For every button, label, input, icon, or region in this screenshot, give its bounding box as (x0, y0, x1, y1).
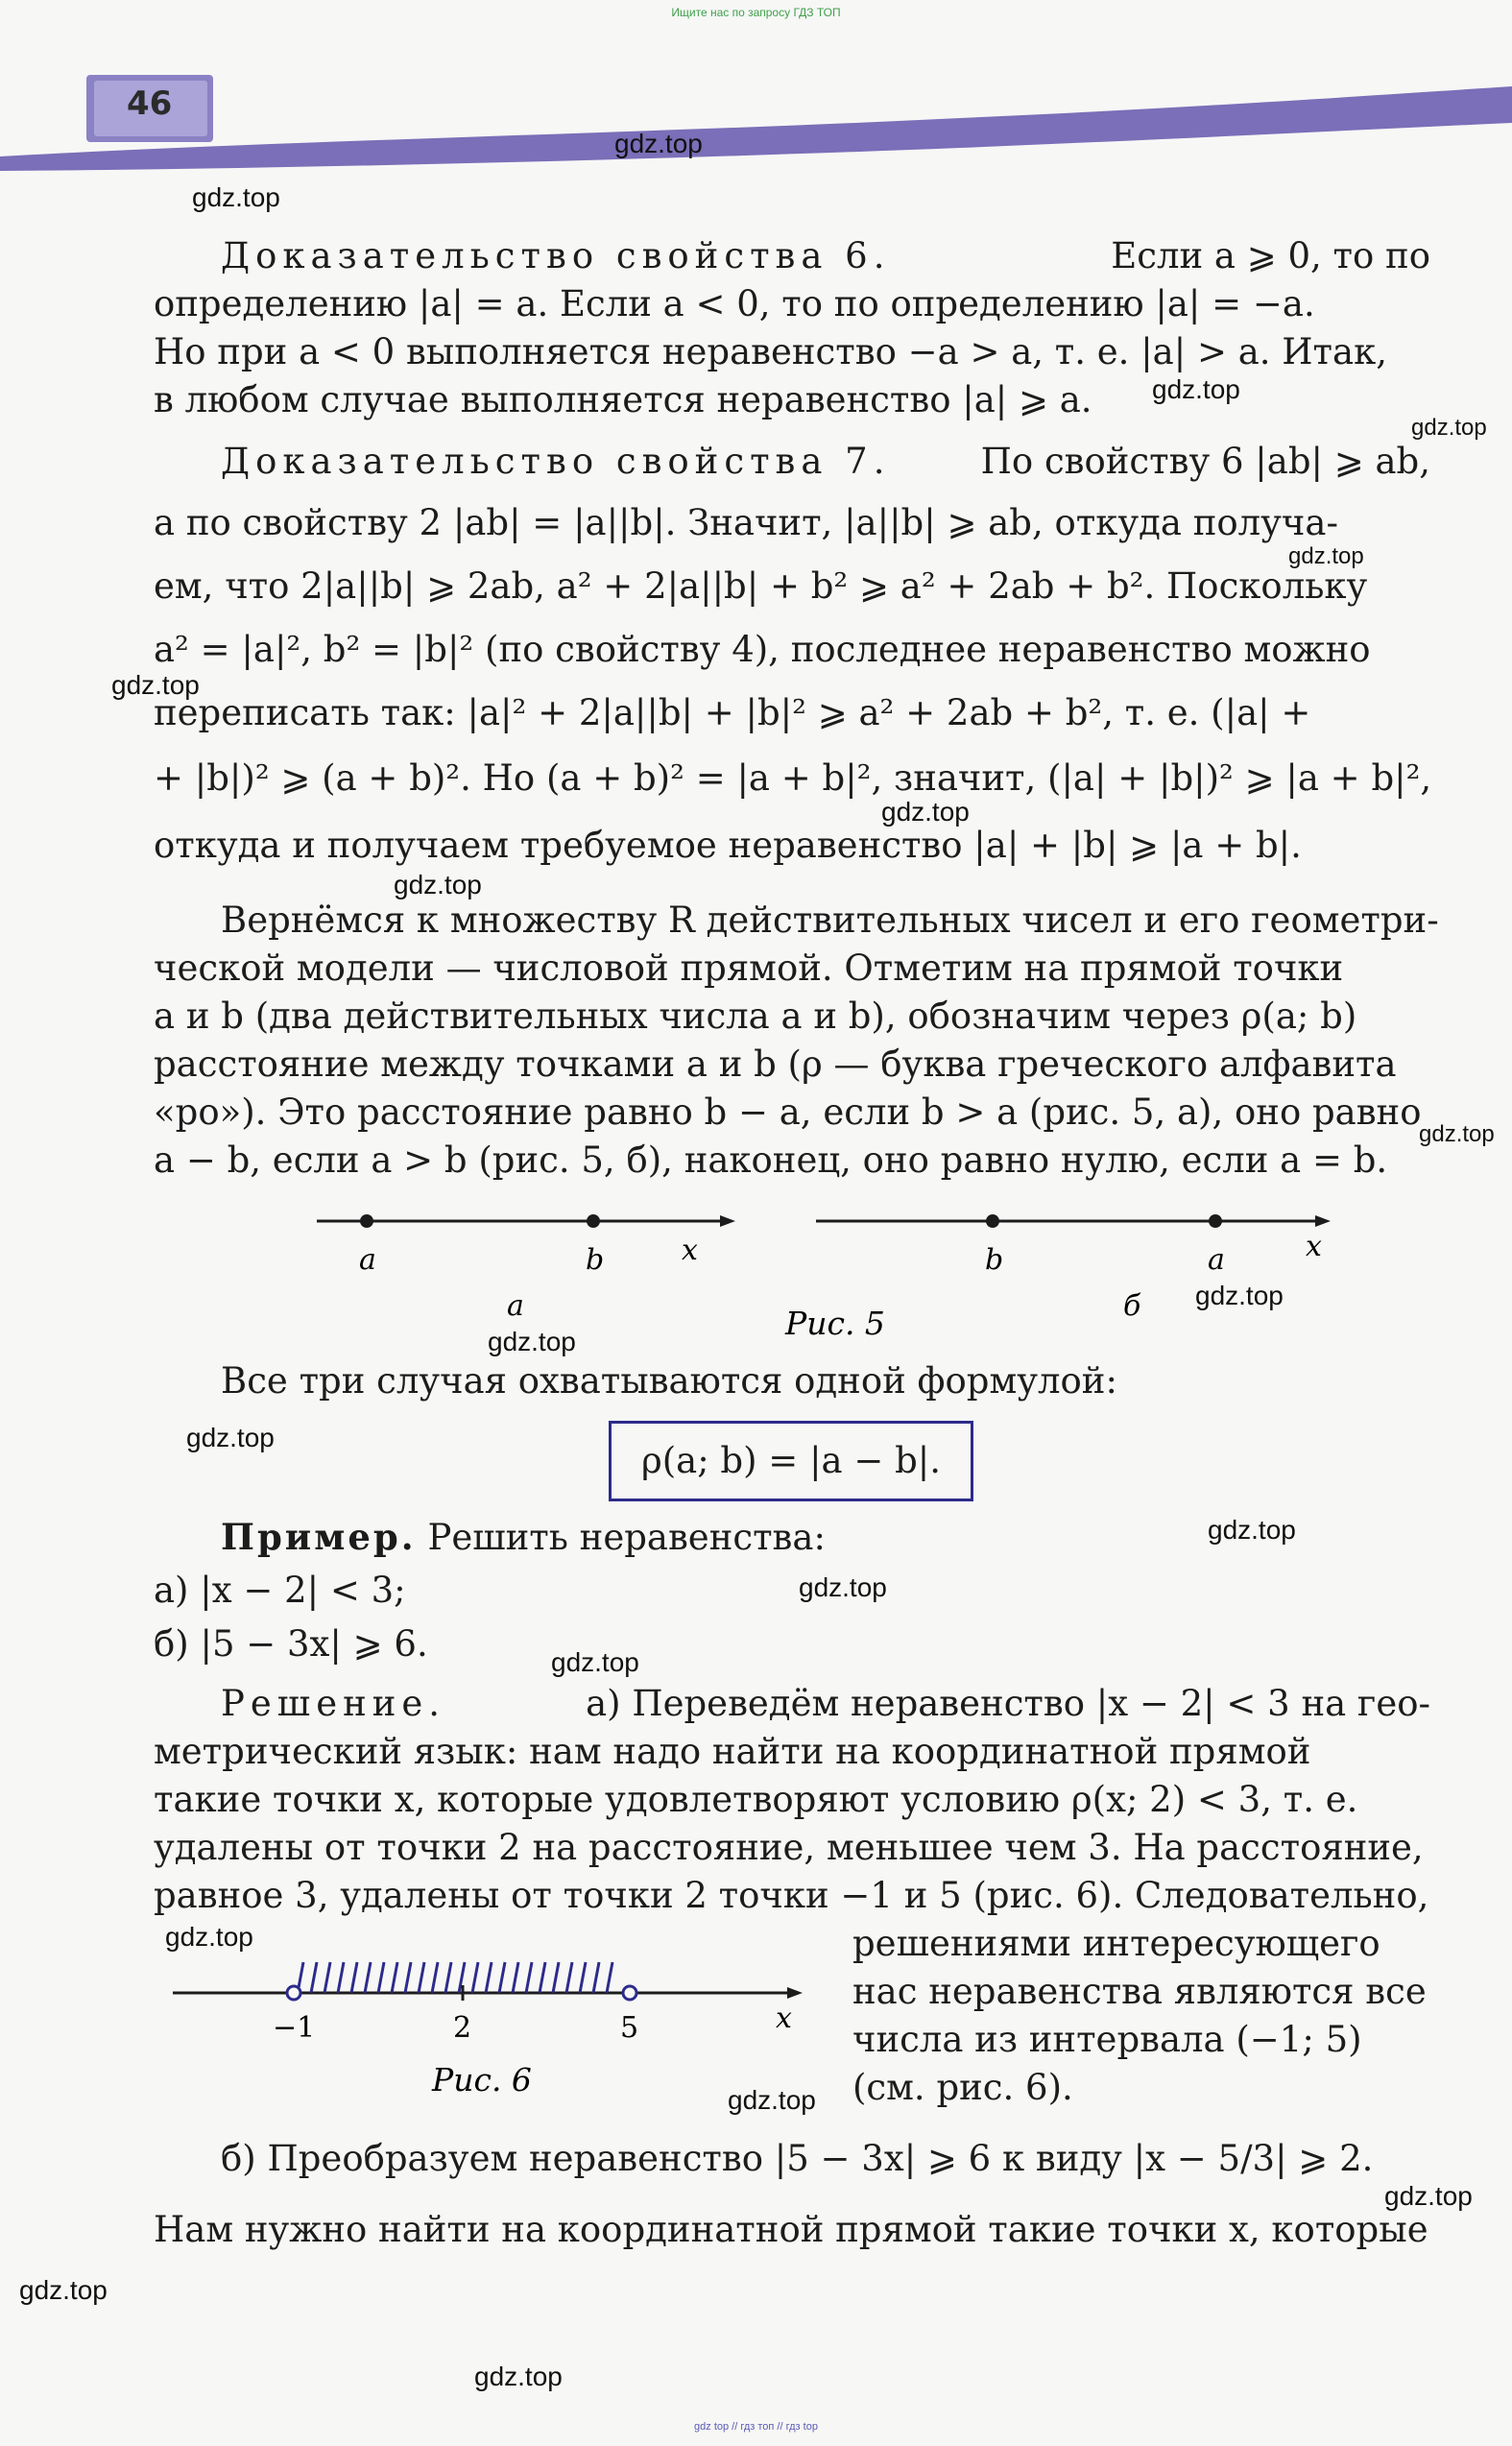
text-fragment: Если a ⩾ 0, то по (1111, 235, 1430, 276)
text-line (221, 1515, 1430, 1560)
watermark: gdz.top (488, 1327, 576, 1356)
text-line: а) |x − 2| < 3; (154, 1570, 406, 1611)
figure-6 (173, 1949, 806, 2102)
solution-heading: Решение. (221, 1683, 446, 1724)
text-line: числа из интервала (−1; 5) (852, 2019, 1362, 2060)
text-line: Нам нужно найти на координатной прямой такие точки x, которые (154, 2209, 1428, 2250)
text-line: определению |a| = a. Если a < 0, то по определению |a| = −a. (154, 283, 1315, 324)
watermark: gdz.top (19, 2275, 108, 2305)
text-fragment: По свойству 6 |ab| ⩾ ab, (980, 441, 1430, 482)
page-number: 46 (127, 84, 173, 123)
watermark: gdz.top (394, 870, 482, 899)
page-header-band (0, 27, 1512, 171)
text-line: (см. рис. 6). (852, 2067, 1073, 2108)
proof-heading: Доказательство свойства 7. (221, 441, 891, 482)
fig6-open-point-right (623, 1986, 636, 2000)
watermark: gdz.top (1411, 415, 1487, 441)
fig6-axis-x: x (776, 2002, 792, 2035)
text-line: метрический язык: нам надо найти на координатной прямой (154, 1731, 1311, 1772)
example-heading: Пример. (221, 1516, 417, 1558)
fig5-axis-x: x (1306, 1230, 1322, 1263)
watermark: gdz.top (474, 2362, 563, 2391)
watermark: gdz.top (551, 1647, 639, 1677)
text-line: такие точки x, которые удовлетворяют условию ρ(x; 2) < 3, т. е. (154, 1779, 1358, 1820)
text-line: б) |5 − 3x| ⩾ 6. (154, 1623, 428, 1665)
text-line: «ро»). Это расстояние равно b − a, если b > a (рис. 5, а), оно равно (154, 1091, 1422, 1133)
text-line: нас неравенства являются все (852, 1971, 1427, 2012)
text-line (221, 234, 1430, 278)
fig5-label-a: a (359, 1243, 376, 1277)
text-line (221, 1682, 1430, 1726)
watermark: gdz.top (1152, 374, 1240, 404)
fig5-label-b: b (586, 1243, 605, 1277)
fig5-point-b (986, 1214, 999, 1228)
watermark: gdz.top (614, 129, 703, 158)
text-line: переписать так: |a|² + 2|a||b| + |b|² ⩾ a² + 2ab + b², т. е. (|a| + (154, 692, 1311, 733)
proof-heading: Доказательство свойства 6. (221, 235, 891, 276)
text-line: Но при a < 0 выполняется неравенство −a > a, т. е. |a| > a. Итак, (154, 331, 1387, 372)
fig5-caption: Рис. 5 (785, 1305, 885, 1342)
text-line: б) Преобразуем неравенство |5 − 3x| ⩾ 6 к виду |x − 5/3| ⩾ 2. (221, 2138, 1374, 2179)
fig5-point-a (360, 1214, 373, 1228)
watermark: gdz.top (728, 2085, 816, 2115)
watermark: gdz.top (186, 1423, 275, 1452)
text-line: а по свойству 2 |ab| = |a||b|. Значит, |a||b| ⩾ ab, откуда получа- (154, 502, 1338, 543)
text-line: откуда и получаем требуемое неравенство |a| + |b| ⩾ |a + b|. (154, 825, 1302, 866)
fig5-sub-a: а (507, 1289, 524, 1323)
text-line: равное 3, удалены от точки 2 точки −1 и 5 (рис. 6). Следовательно, (154, 1875, 1429, 1916)
text-line: в любом случае выполняется неравенство |a| ⩾ a. (154, 379, 1092, 420)
formula-box: ρ(a; b) = |a − b|. (609, 1421, 973, 1501)
fig5-label-a: a (1208, 1243, 1225, 1277)
text-line: решениями интересующего (852, 1923, 1380, 1964)
fig6-open-point-left (287, 1986, 300, 2000)
fig5-right-line (816, 1214, 1331, 1323)
watermark: gdz.top (1419, 1121, 1495, 1147)
text-line: + |b|)² ⩾ (a + b)². Но (a + b)² = |a + b|², значит, (|a| + |b|)² ⩾ |a + b|², (154, 757, 1432, 799)
fig6-tick-label: 2 (453, 2011, 472, 2045)
fig6-tick-label: −1 (273, 2011, 316, 2045)
watermark: gdz.top (192, 182, 280, 212)
top-note: Ищите нас по запросу ГДЗ ТОП (671, 6, 841, 19)
fig5-point-b (587, 1214, 600, 1228)
watermark: gdz.top (1288, 543, 1364, 569)
watermark: gdz.top (1195, 1281, 1284, 1310)
text-line (221, 440, 1430, 484)
fig6-caption: Рис. 6 (432, 2061, 532, 2098)
text-line: a и b (два действительных числа a и b), обозначим через ρ(a; b) (154, 995, 1357, 1037)
watermark: gdz.top (881, 797, 970, 827)
fig5-label-b: b (985, 1243, 1004, 1277)
fig5-sub-b: б (1123, 1289, 1141, 1323)
fig5-axis-x: x (682, 1234, 698, 1267)
watermark: gdz.top (165, 1922, 253, 1952)
text-line: a − b, если a > b (рис. 5, б), наконец, оно равно нулю, если a = b. (154, 1139, 1388, 1181)
text-fragment: а) Переведём неравенство |x − 2| < 3 на гео- (586, 1683, 1430, 1724)
text-fragment: Решить неравенства: (427, 1517, 826, 1558)
figure-5 (317, 1190, 1363, 1354)
text-line: расстояние между точками a и b (ρ — буква греческого алфавита (154, 1043, 1397, 1085)
fig5-point-a (1209, 1214, 1222, 1228)
text-line: удалены от точки 2 на расстояние, меньшее чем 3. На расстояние, (154, 1827, 1424, 1868)
watermark: gdz.top (1208, 1515, 1296, 1545)
text-line: Вернёмся к множеству R действительных чисел и его геометри- (221, 899, 1439, 941)
fig6-tick-label: 5 (620, 2011, 639, 2045)
fig5-left-line (317, 1214, 735, 1323)
watermark: gdz.top (799, 1572, 887, 1602)
text-line: a² = |a|², b² = |b|² (по свойству 4), последнее неравенство можно (154, 629, 1371, 670)
watermark: gdz.top (111, 670, 200, 700)
fig6-hatching (298, 1962, 612, 1993)
text-line: Все три случая охватываются одной формулой: (221, 1360, 1117, 1402)
watermark: gdz.top (1384, 2181, 1473, 2211)
text-line: ческой модели — числовой прямой. Отметим на прямой точки (154, 947, 1344, 989)
bottom-note: gdz top // гдз топ // гдз top (694, 2421, 818, 2433)
text-line: ем, что 2|a||b| ⩾ 2ab, a² + 2|a||b| + b² ⩾ a² + 2ab + b². Поскольку (154, 565, 1368, 607)
